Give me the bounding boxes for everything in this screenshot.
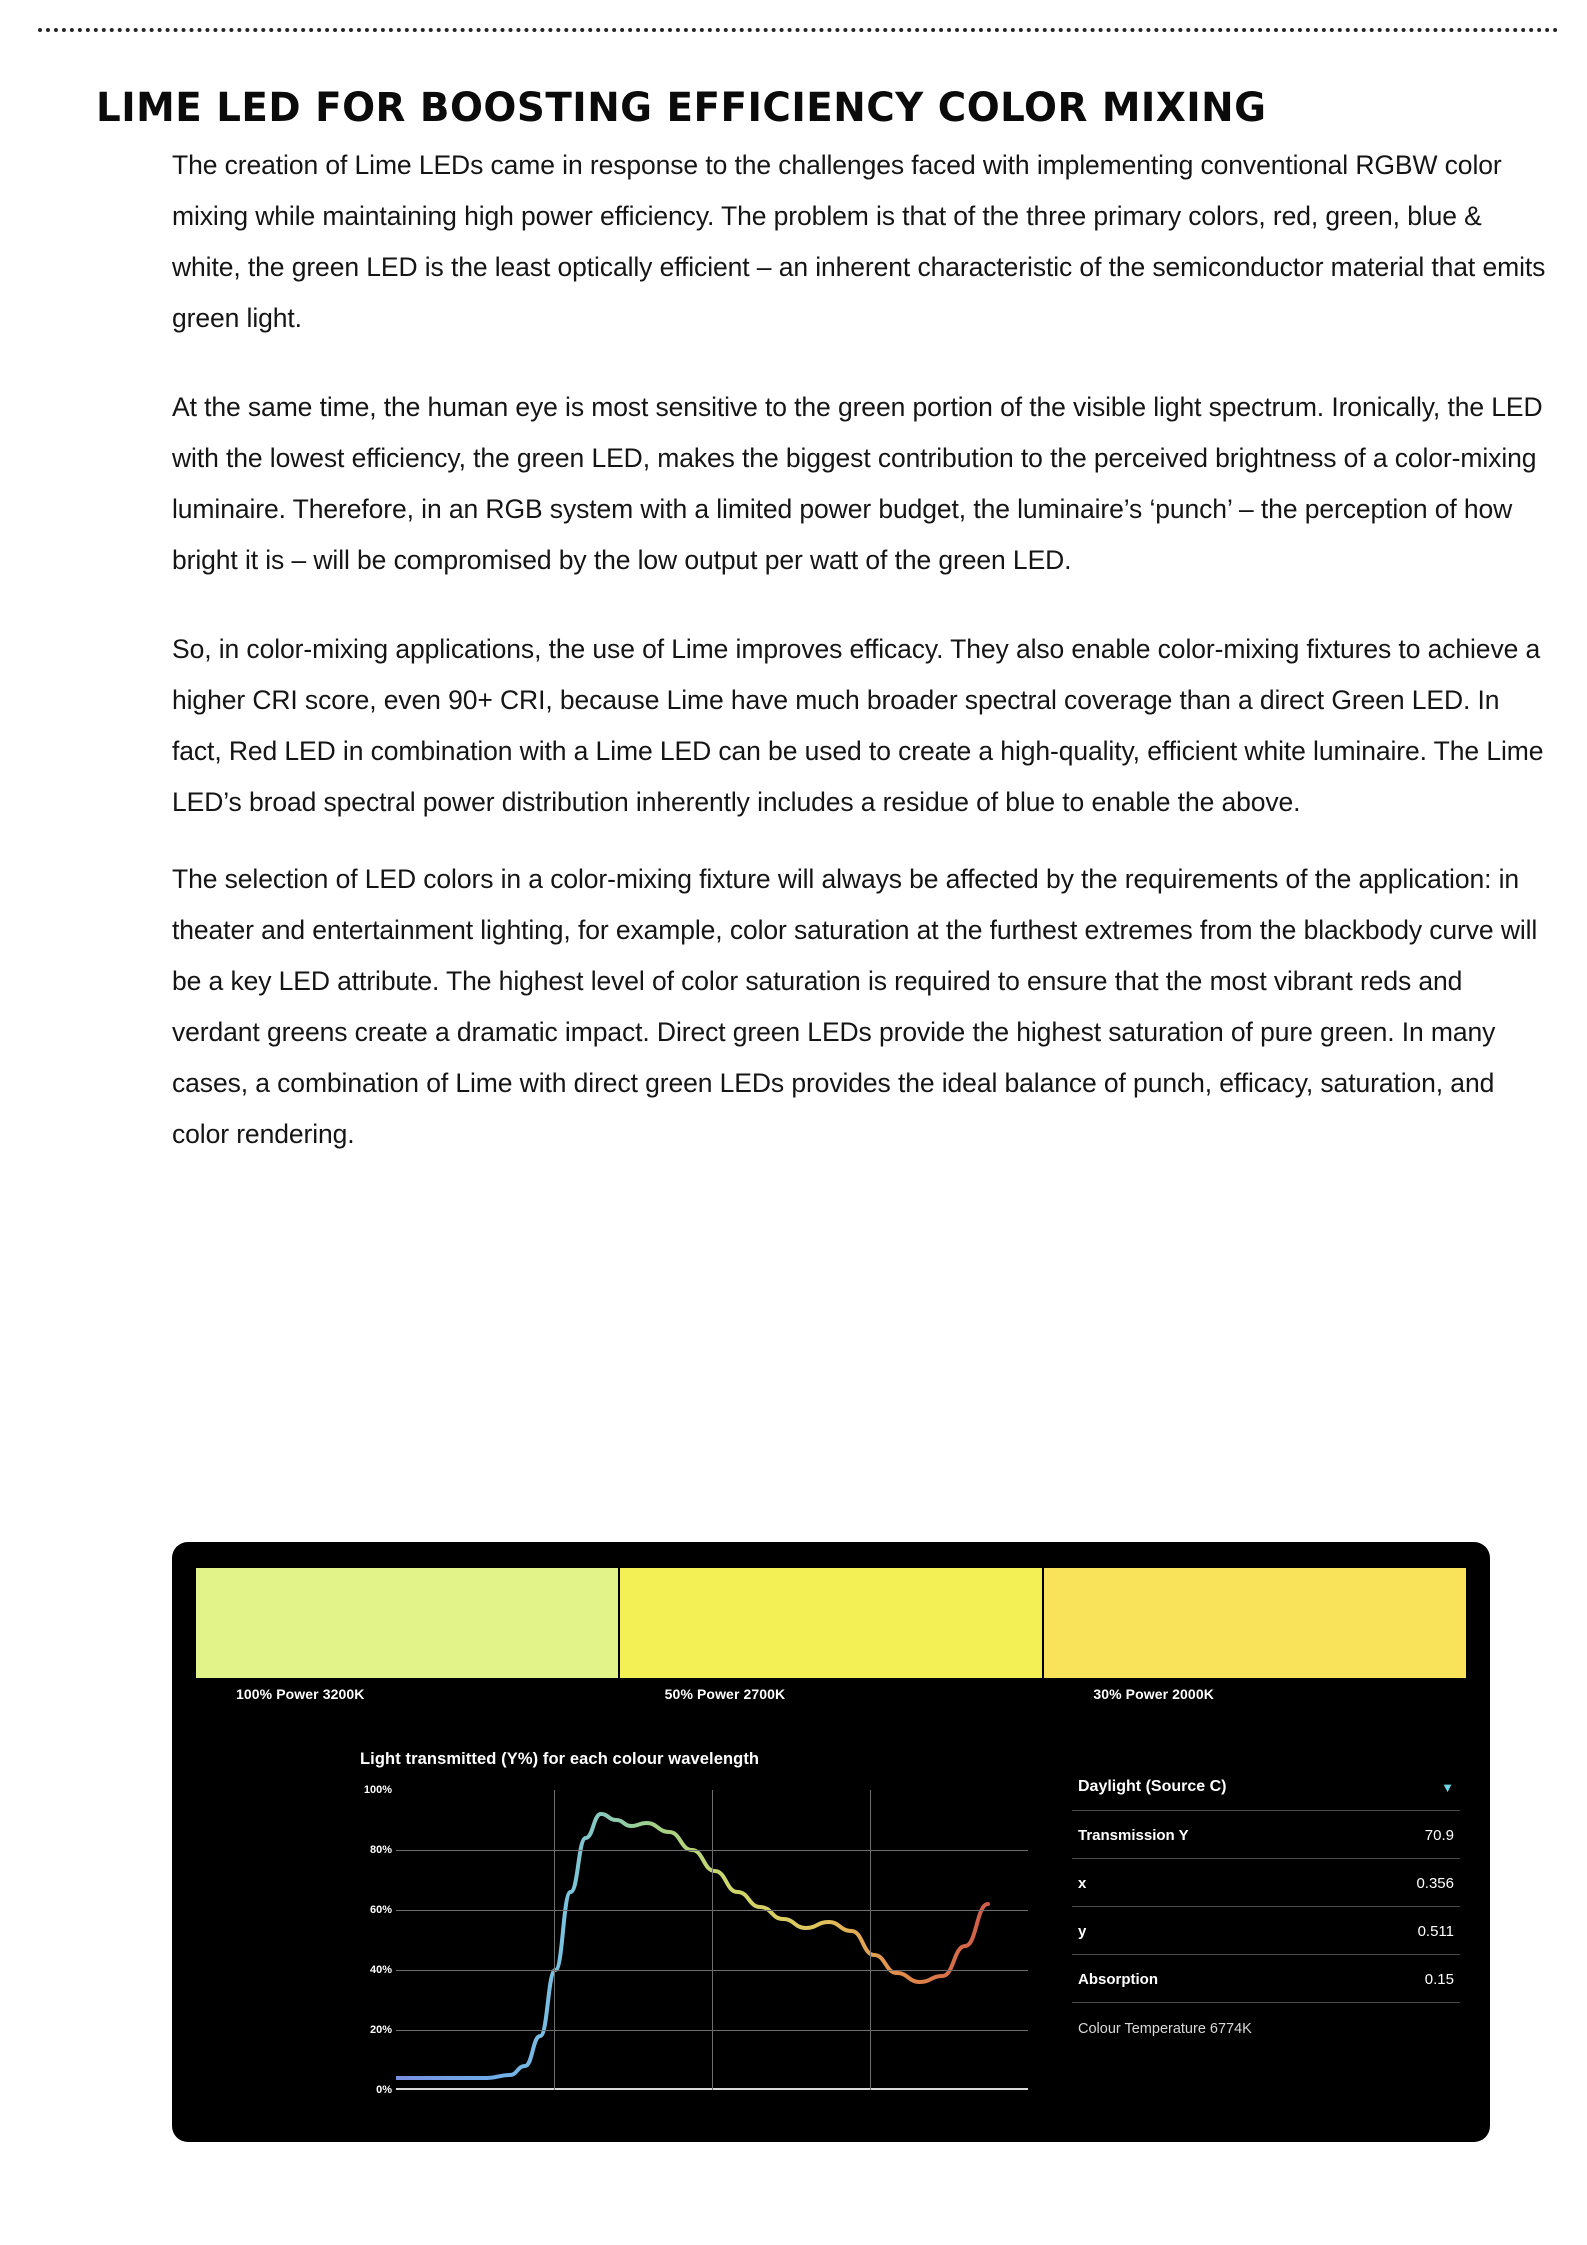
measurement-key: x [1078,1875,1087,1892]
measurement-row [1072,1811,1460,1859]
source-label: Daylight (Source C) [1078,1778,1227,1795]
measurement-row [1072,1859,1460,1907]
figure-panel [172,1542,1490,2142]
color-swatch-labels [196,1686,1466,1708]
paragraph: The creation of Lime LEDs came in response to the challenges faced with implementing conventional RGBW color mixing while maintaining high power efficiency. The problem is that of the three primary colors, red, green, blue & white, the green LED is the least optically efficient – an inherent characteristic of the semiconductor material that emits green light. [172,150,1546,333]
measurement-row [1072,1907,1460,1955]
chart-y-tick: 80% [369,1844,392,1856]
paragraph: So, in color-mixing applications, the use of Lime improves efficacy. They also enable color-mixing fixtures to achieve a higher CRI score, even 90+ CRI, because Lime have much broader spectral coverage than a direct Green LED. In fact, Red LED in combination with a Lime LED can be used to create a high-quality, efficient white luminaire. The Lime LED’s broad spectral power distribution inherently includes a residue of blue to enable the above. [172,634,1544,817]
measurement-key: y [1078,1923,1087,1940]
colour-temperature-label: Colour Temperature 6774K [1078,2021,1252,2037]
swatch-label: 30% Power 2000K [1093,1686,1214,1702]
chart-y-tick: 100% [363,1784,392,1796]
article-body [172,140,1547,1198]
measurement-value: 0.15 [1424,1971,1454,1988]
chart-y-tick: 20% [369,2024,392,2036]
chart-y-tick: 60% [369,1904,392,1916]
measurement-row [1072,1955,1460,2003]
page-title: LIME LED FOR BOOSTING EFFICIENCY COLOR MIXING [96,84,1267,131]
chart-y-axis-labels [348,1784,394,2110]
chart-y-tick: 0% [376,2084,392,2096]
color-swatch [196,1568,620,1678]
transmission-chart [348,1784,1028,2110]
source-selector[interactable] [1072,1778,1460,1811]
chart-title: Light transmitted (Y%) for each colour wavelength [360,1750,760,1768]
chart-gridline [554,1790,555,2090]
swatch-label: 100% Power 3200K [236,1686,365,1702]
chart-gridline [870,1790,871,2090]
chart-gridline [712,1790,713,2090]
color-swatch-row [196,1568,1466,1678]
chevron-down-icon[interactable]: ▼ [1441,1779,1454,1795]
measurement-value: 0.511 [1417,1923,1454,1940]
chart-y-tick: 40% [369,1964,392,1976]
top-dotted-divider [38,28,1559,36]
measurement-key: Transmission Y [1078,1827,1189,1844]
measurement-key: Absorption [1078,1971,1158,1988]
paragraph: The selection of LED colors in a color-mixing fixture will always be affected by the requirements of the application: in theater and entertainment lighting, for example, color saturation at the furthest extremes from the blackbody curve will be a key LED attribute. The highest level of color saturation is required to ensure that the most vibrant reds and verdant greens create a dramatic impact. Direct green LEDs provide the highest saturation of pure green. In many cases, a combination of Lime with direct green LEDs provides the ideal balance of punch, efficacy, saturation, and color rendering. [172,864,1538,1149]
measurement-panel [1072,1778,1460,2037]
color-swatch [620,1568,1044,1678]
paragraph: At the same time, the human eye is most sensitive to the green portion of the visible light spectrum. Ironically, the LED with the lowest efficiency, the green LED, makes the biggest contribution to the perceived brightness of a color-mixing luminaire. Therefore, in an RGB system with a limited power budget, the luminaire’s ‘punch’ – the perception of how bright it is – will be compromised by the low output per watt of the green LED. [172,392,1543,575]
chart-plot-area [396,1790,1028,2090]
swatch-label: 50% Power 2700K [664,1686,786,1702]
measurement-value: 0.356 [1416,1875,1454,1892]
color-swatch [1044,1568,1466,1678]
measurement-value: 70.9 [1424,1827,1454,1844]
